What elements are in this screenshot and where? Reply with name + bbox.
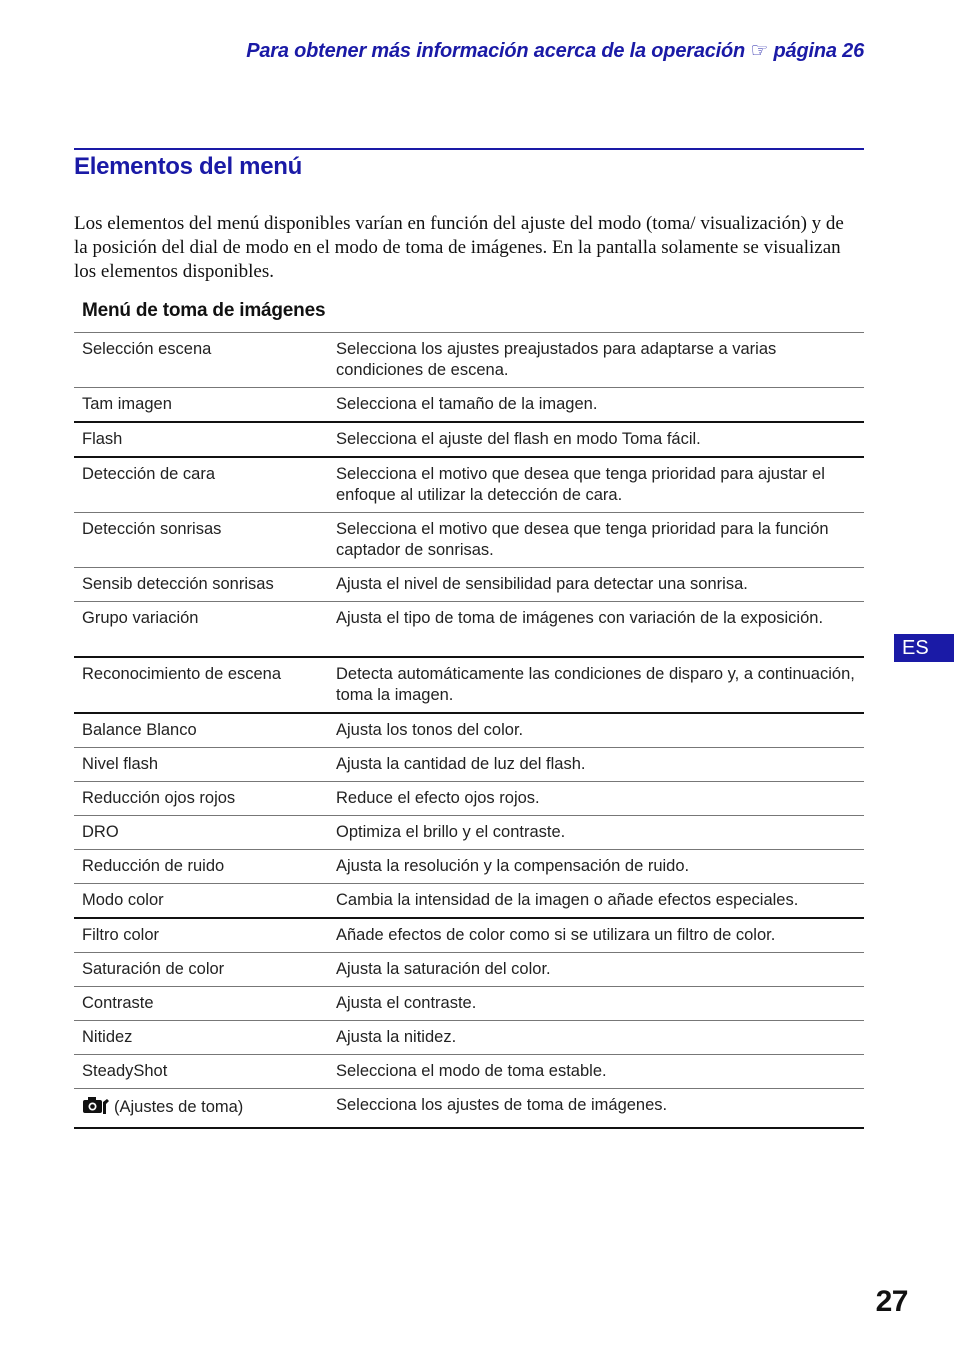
menu-item-description: Selecciona el ajuste del flash en modo Toma fácil. bbox=[328, 422, 864, 457]
table-row bbox=[74, 657, 864, 713]
table-row bbox=[74, 602, 864, 657]
table-row bbox=[74, 713, 864, 748]
table-row bbox=[74, 918, 864, 953]
table-row bbox=[74, 388, 864, 423]
menu-item-description: Ajusta el nivel de sensibilidad para detectar una sonrisa. bbox=[328, 568, 864, 602]
menu-item-name-text: (Ajustes de toma) bbox=[114, 1097, 244, 1116]
menu-item-name: Reducción ojos rojos bbox=[74, 781, 328, 815]
table-row bbox=[74, 883, 864, 918]
header-text: Para obtener más información acerca de la operación bbox=[246, 40, 746, 62]
menu-item-name: Selección escena bbox=[74, 333, 328, 388]
menu-item-name: Detección de cara bbox=[74, 457, 328, 513]
intro-paragraph: Los elementos del menú disponibles varían en función del ajuste del modo (toma/ visualización) y de la posición del dial de modo en el modo de toma de imágenes. En la pantalla solamente se visualizan los elementos disponibles. bbox=[74, 213, 844, 282]
page-reference-header bbox=[246, 38, 864, 63]
table-caption: Menú de toma de imágenes bbox=[82, 300, 326, 321]
menu-item-description: Ajusta los tonos del color. bbox=[328, 713, 864, 748]
section-top-rule bbox=[74, 148, 864, 150]
menu-item-description: Selecciona el modo de toma estable. bbox=[328, 1054, 864, 1088]
table-row bbox=[74, 781, 864, 815]
menu-item-description: Selecciona los ajustes preajustados para adaptarse a varias condiciones de escena. bbox=[328, 333, 864, 388]
menu-item-name: Sensib detección sonrisas bbox=[74, 568, 328, 602]
table-row bbox=[74, 422, 864, 457]
menu-item-description: Ajusta la cantidad de luz del flash. bbox=[328, 747, 864, 781]
page-number: 27 bbox=[875, 1285, 908, 1318]
menu-item-name: Tam imagen bbox=[74, 388, 328, 423]
menu-item-description: Ajusta la resolución y la compensación de ruido. bbox=[328, 849, 864, 883]
menu-item-name: SteadyShot bbox=[74, 1054, 328, 1088]
menu-item-name: DRO bbox=[74, 815, 328, 849]
menu-item-description: Selecciona el motivo que desea que tenga prioridad para ajustar el enfoque al utilizar la detección de cara. bbox=[328, 457, 864, 513]
menu-item-name: Filtro color bbox=[74, 918, 328, 953]
table-row bbox=[74, 849, 864, 883]
menu-item-name: Nitidez bbox=[74, 1020, 328, 1054]
table-row bbox=[74, 747, 864, 781]
menu-item-name: Contraste bbox=[74, 986, 328, 1020]
menu-item-name: Detección sonrisas bbox=[74, 513, 328, 568]
menu-item-name bbox=[74, 1088, 328, 1128]
menu-item-description: Optimiza el brillo y el contraste. bbox=[328, 815, 864, 849]
menu-item-name: Nivel flash bbox=[74, 747, 328, 781]
menu-item-description: Detecta automáticamente las condiciones de disparo y, a continuación, toma la imagen. bbox=[328, 657, 864, 713]
menu-item-description: Ajusta el tipo de toma de imágenes con variación de la exposición. bbox=[328, 602, 864, 657]
menu-item-name: Reconocimiento de escena bbox=[74, 657, 328, 713]
menu-item-description: Ajusta el contraste. bbox=[328, 986, 864, 1020]
table-row bbox=[74, 457, 864, 513]
table-row bbox=[74, 1054, 864, 1088]
table-row bbox=[74, 986, 864, 1020]
menu-item-description: Selecciona el motivo que desea que tenga prioridad para la función captador de sonrisas. bbox=[328, 513, 864, 568]
menu-item-name: Saturación de color bbox=[74, 952, 328, 986]
menu-item-description: Selecciona los ajustes de toma de imágenes. bbox=[328, 1088, 864, 1128]
table-row bbox=[74, 513, 864, 568]
table-row bbox=[74, 333, 864, 388]
table-row bbox=[74, 1088, 864, 1128]
table-row bbox=[74, 952, 864, 986]
menu-item-name: Modo color bbox=[74, 883, 328, 918]
table-row bbox=[74, 568, 864, 602]
pointing-hand-icon: ☞ bbox=[750, 40, 769, 62]
table-row bbox=[74, 815, 864, 849]
section-title: Elementos del menú bbox=[74, 153, 302, 180]
menu-item-name: Balance Blanco bbox=[74, 713, 328, 748]
table-row bbox=[74, 1020, 864, 1054]
menu-item-name: Reducción de ruido bbox=[74, 849, 328, 883]
camera-settings-icon bbox=[82, 1095, 110, 1121]
menu-item-description: Cambia la intensidad de la imagen o añade efectos especiales. bbox=[328, 883, 864, 918]
language-tab: ES bbox=[894, 634, 954, 662]
menu-item-description: Reduce el efecto ojos rojos. bbox=[328, 781, 864, 815]
menu-item-description: Ajusta la nitidez. bbox=[328, 1020, 864, 1054]
menu-item-name: Grupo variación bbox=[74, 602, 328, 657]
menu-items-table bbox=[74, 332, 864, 1129]
header-page-ref: página 26 bbox=[773, 40, 864, 62]
menu-item-description: Ajusta la saturación del color. bbox=[328, 952, 864, 986]
menu-item-description: Selecciona el tamaño de la imagen. bbox=[328, 388, 864, 423]
menu-item-description: Añade efectos de color como si se utilizara un filtro de color. bbox=[328, 918, 864, 953]
menu-item-name: Flash bbox=[74, 422, 328, 457]
